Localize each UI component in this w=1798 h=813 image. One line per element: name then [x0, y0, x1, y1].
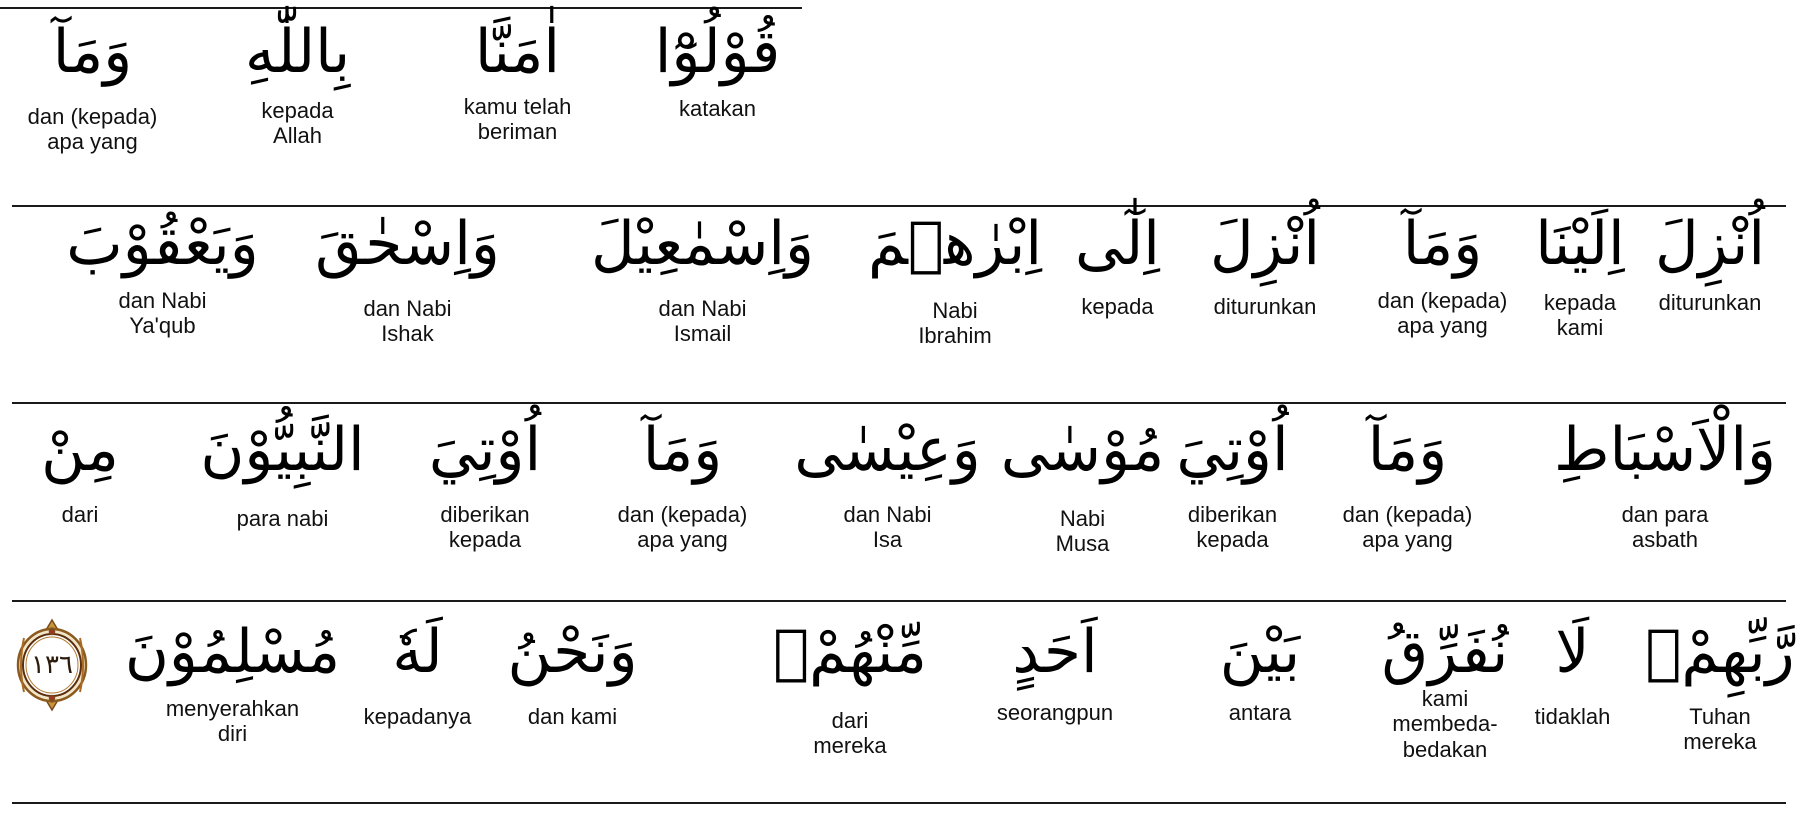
word-block	[770, 617, 930, 759]
word-meaning: para nabi	[236, 506, 329, 531]
word-block	[40, 415, 120, 527]
row-divider-3	[12, 600, 1786, 602]
word-meaning: antara	[1228, 700, 1292, 725]
arabic-word: بِاللّٰهِ	[244, 17, 351, 87]
word-meaning: dan (kepada) apa yang	[27, 104, 158, 155]
ayah-number: ١٣٦	[31, 650, 73, 680]
bottom-rule	[12, 802, 1786, 804]
arabic-word: اِلَيْنَا	[1535, 209, 1625, 279]
top-rule	[0, 7, 802, 9]
word-block	[507, 617, 638, 729]
word-meaning: Nabi Ibrahim	[918, 298, 992, 349]
arabic-word: قُوْلُوْٓا	[654, 17, 781, 87]
word-block	[1520, 617, 1625, 729]
word-block	[1325, 415, 1490, 553]
arabic-word: اِلٰٓى	[1075, 209, 1160, 279]
word-meaning: kepada	[1081, 294, 1154, 319]
word-meaning: dan Nabi Ya'qub	[118, 288, 207, 339]
word-block	[640, 17, 795, 121]
word-meaning: diturunkan	[1213, 294, 1317, 319]
arabic-word: وَمَآ	[642, 415, 723, 485]
arabic-word: مُسْلِمُوْنَ	[124, 617, 341, 687]
arabic-word: وَاِسْحٰقَ	[315, 209, 500, 279]
arabic-word: وَالْاَسْبَاطِ	[1554, 415, 1777, 485]
arabic-word: اُوْتِيَ	[428, 415, 542, 485]
word-meaning: menyerahkan diri	[165, 696, 300, 747]
arabic-word: وَمَآ	[1367, 415, 1448, 485]
word-meaning: dari	[61, 502, 99, 527]
word-block	[124, 617, 341, 747]
word-block	[1640, 209, 1780, 315]
arabic-word: رَّبِّهِمْۚ	[1645, 617, 1795, 687]
row-divider-2	[12, 402, 1786, 404]
arabic-word: لَهٗ	[392, 617, 443, 687]
arabic-word: اُوْتِيَ	[1176, 415, 1289, 485]
word-meaning: kepada kami	[1543, 290, 1617, 341]
word-block	[1645, 617, 1795, 755]
word-meaning: Tuhan mereka	[1683, 704, 1757, 755]
word-block	[1165, 415, 1300, 553]
word-block	[600, 415, 765, 553]
word-block	[415, 415, 555, 553]
word-block	[66, 209, 259, 339]
word-block	[1065, 209, 1170, 319]
word-block	[1510, 209, 1650, 341]
word-meaning: dan Nabi Ismail	[658, 296, 747, 347]
word-block	[350, 617, 485, 729]
word-meaning: diberikan kepada	[440, 502, 530, 553]
word-block	[1000, 415, 1165, 557]
row-divider-1	[12, 205, 1786, 207]
word-block	[794, 415, 981, 553]
word-meaning: kepadanya	[363, 704, 472, 729]
word-meaning: kami membeda- bedakan	[1392, 686, 1498, 762]
word-meaning: dan Nabi Ishak	[363, 296, 452, 347]
word-block	[315, 209, 500, 347]
word-block	[1360, 209, 1525, 339]
word-meaning: katakan	[678, 96, 757, 121]
ayah-marker	[14, 618, 90, 712]
word-block	[440, 17, 595, 145]
arabic-word: اَحَدٍ	[1012, 617, 1098, 687]
word-block	[1195, 209, 1335, 319]
word-meaning: Nabi Musa	[1055, 506, 1110, 557]
word-meaning: dan (kepada) apa yang	[1342, 502, 1473, 553]
word-meaning: dan Nabi Isa	[843, 502, 932, 553]
word-meaning: dan kami	[527, 704, 618, 729]
word-block	[195, 415, 370, 531]
word-meaning: dan (kepada) apa yang	[1377, 288, 1508, 339]
word-block	[867, 209, 1043, 349]
arabic-word: بَيْنَ	[1219, 617, 1301, 687]
word-meaning: kepada Allah	[261, 98, 334, 149]
arabic-word: النَّبِيُّوْنَ	[200, 415, 365, 485]
arabic-word: مِّنْهُمْۖ	[773, 617, 927, 687]
arabic-word: لَا	[1555, 617, 1590, 687]
word-meaning: diberikan kepada	[1187, 502, 1278, 553]
word-block	[1190, 617, 1330, 725]
word-block	[975, 617, 1135, 725]
arabic-word: اُنْزِلَ	[1209, 209, 1321, 279]
word-block	[585, 209, 820, 347]
arabic-word: وَعِيْسٰى	[794, 415, 981, 485]
word-meaning: seorangpun	[996, 700, 1114, 725]
arabic-word: وَاِسْمٰعِيْلَ	[590, 209, 815, 279]
word-meaning: kamu telah beriman	[463, 94, 572, 145]
arabic-word: مُوْسٰى	[1000, 415, 1165, 485]
arabic-word: اِبْرٰهٖمَ	[867, 209, 1043, 279]
word-meaning: diturunkan	[1658, 290, 1762, 315]
word-meaning: tidaklah	[1534, 704, 1611, 729]
word-block	[220, 17, 375, 149]
arabic-word: وَمَآ	[1402, 209, 1483, 279]
word-block	[10, 17, 175, 155]
arabic-word: وَنَحْنُ	[507, 617, 638, 687]
word-meaning: dari mereka	[813, 708, 887, 759]
arabic-word: مِنْ	[41, 415, 119, 485]
arabic-word: اٰمَنَّا	[474, 17, 561, 87]
word-block	[1554, 415, 1777, 553]
word-block	[1375, 617, 1515, 762]
word-meaning: dan (kepada) apa yang	[617, 502, 748, 553]
arabic-word: وَمَآ	[52, 17, 133, 87]
word-meaning: dan para asbath	[1621, 502, 1709, 553]
arabic-word: اُنْزِلَ	[1654, 209, 1766, 279]
arabic-word: وَيَعْقُوْبَ	[66, 209, 259, 279]
arabic-word: نُفَرِّقُ	[1381, 617, 1509, 687]
